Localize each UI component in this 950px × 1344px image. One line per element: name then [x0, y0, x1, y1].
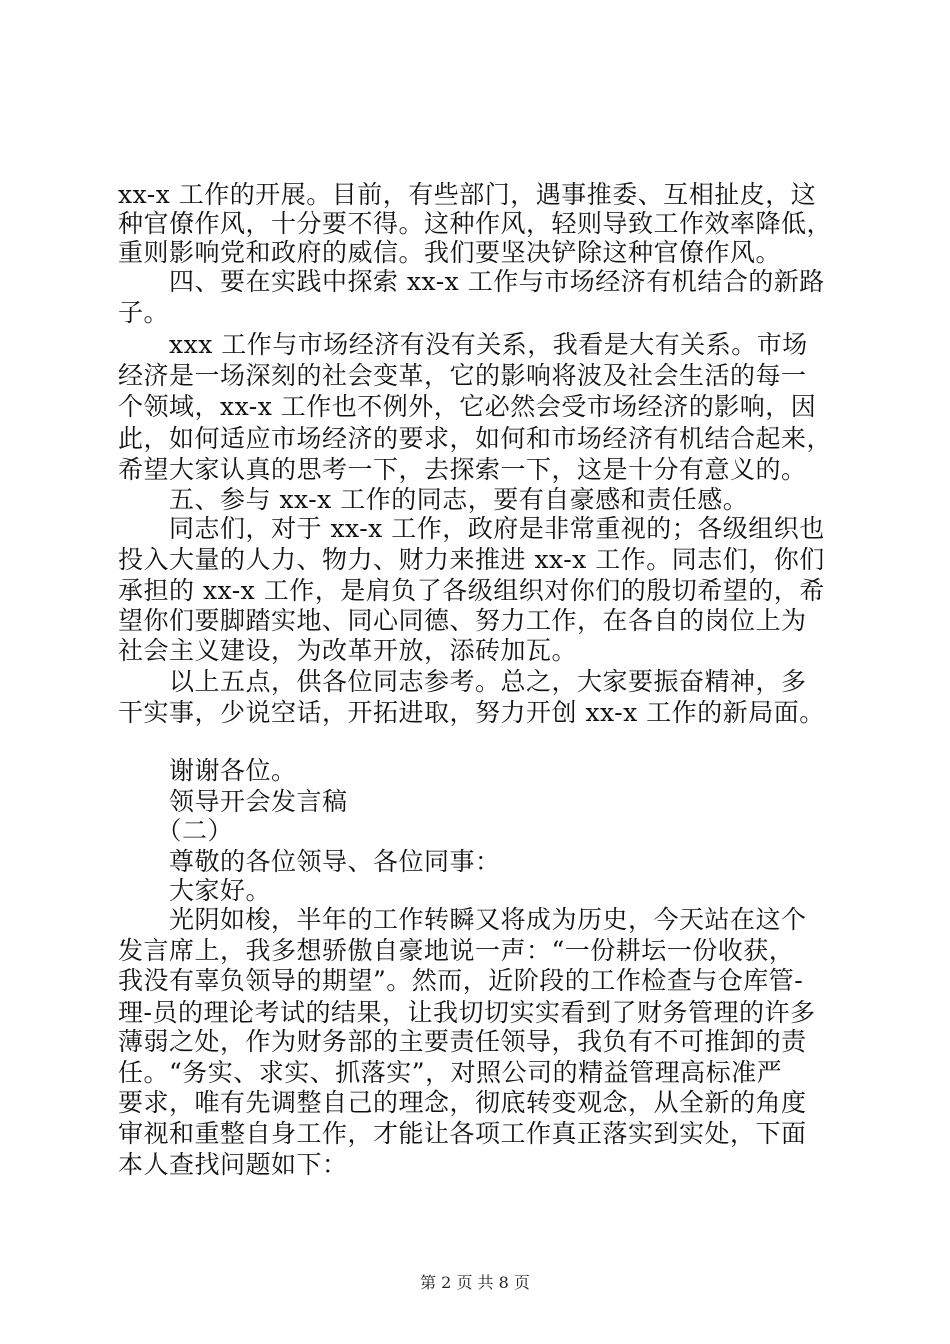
text-line: 尊敬的各位领导、各位同事： [118, 847, 501, 876]
text-line: 此，如何适应市场经济的要求，如何和市场经济有机结合起来， [118, 424, 833, 453]
text-line: 承担的 xx-x 工作，是肩负了各级组织对你们的殷切希望的，希 [118, 576, 825, 605]
text-line: 种官僚作风，十分要不得。这种作风，轻则导致工作效率降低， [118, 209, 833, 238]
text-line: 五、参与 xx-x 工作的同志，要有自豪感和责任感。 [118, 485, 749, 514]
text-line: 光阴如梭，半年的工作转瞬又将成为历史，今天站在这个 [118, 905, 807, 934]
text-line: 个领域，xx-x 工作也不例外，它必然会受市场经济的影响，因 [118, 392, 817, 421]
text-line: 重则影响党和政府的威信。我们要坚决铲除这种官僚作风。 [118, 238, 782, 267]
text-line: 任。“务实、求实、抓落实”，对照公司的精益管理高标准严 [118, 1058, 783, 1087]
text-line: 同志们，对于 xx-x 工作，政府是非常重视的；各级组织也 [118, 514, 825, 543]
text-line: 望你们要脚踏实地、同心同德、努力工作，在各自的岗位上为 [118, 606, 807, 635]
page-footer: 第 2 页 共 8 页 [420, 1273, 530, 1292]
text-line: 四、要在实践中探索 xx-x 工作与市场经济有机结合的新路 [118, 267, 825, 296]
text-line: 干实事，少说空话，开拓进取，努力开创 xx-x 工作的新局面。 [118, 698, 825, 727]
text-line: 经济是一场深刻的社会变革，它的影响将波及社会生活的每一 [118, 361, 807, 390]
text-line: （二） [118, 816, 234, 845]
text-line: 理-员的理论考试的结果，让我切切实实看到了财务管理的许多 [118, 998, 816, 1027]
text-line: 以上五点，供各位同志参考。总之，大家要振奋精神，多 [118, 667, 807, 696]
text-line: 薄弱之处，作为财务部的主要责任领导，我负有不可推卸的责 [118, 1027, 807, 1056]
text-line: 审视和重整自身工作，才能让各项工作真正落实到实处，下面 [118, 1119, 807, 1148]
text-line: 领导开会发言稿 [118, 787, 348, 816]
text-line: 投入大量的人力、物力、财力来推进 xx-x 工作。同志们，你们 [118, 545, 825, 574]
text-line: 子。 [118, 298, 170, 327]
text-line: 发言席上，我多想骄傲自豪地说一声：“一份耕坛一份收获， [118, 936, 795, 965]
text-line: xx-x 工作的开展。目前，有些部门，遇事推委、互相扯皮，这 [118, 180, 817, 209]
text-line: 本人查找问题如下： [118, 1150, 348, 1179]
text-line: 大家好。 [118, 876, 272, 905]
text-line: xxx 工作与市场经济有没有关系，我看是大有关系。市场 [118, 330, 808, 359]
text-line: 我没有辜负领导的期望”。然而，近阶段的工作检查与仓库管- [118, 966, 804, 995]
text-line: 社会主义建设，为改革开放，添砖加瓦。 [118, 636, 578, 665]
text-line: 要求，唯有先调整自己的理念，彻底转变观念，从全新的角度 [118, 1088, 807, 1117]
text-line: 希望大家认真的思考一下，去探索一下，这是十分有意义的。 [118, 455, 807, 484]
text-line: 谢谢各位。 [118, 756, 297, 785]
